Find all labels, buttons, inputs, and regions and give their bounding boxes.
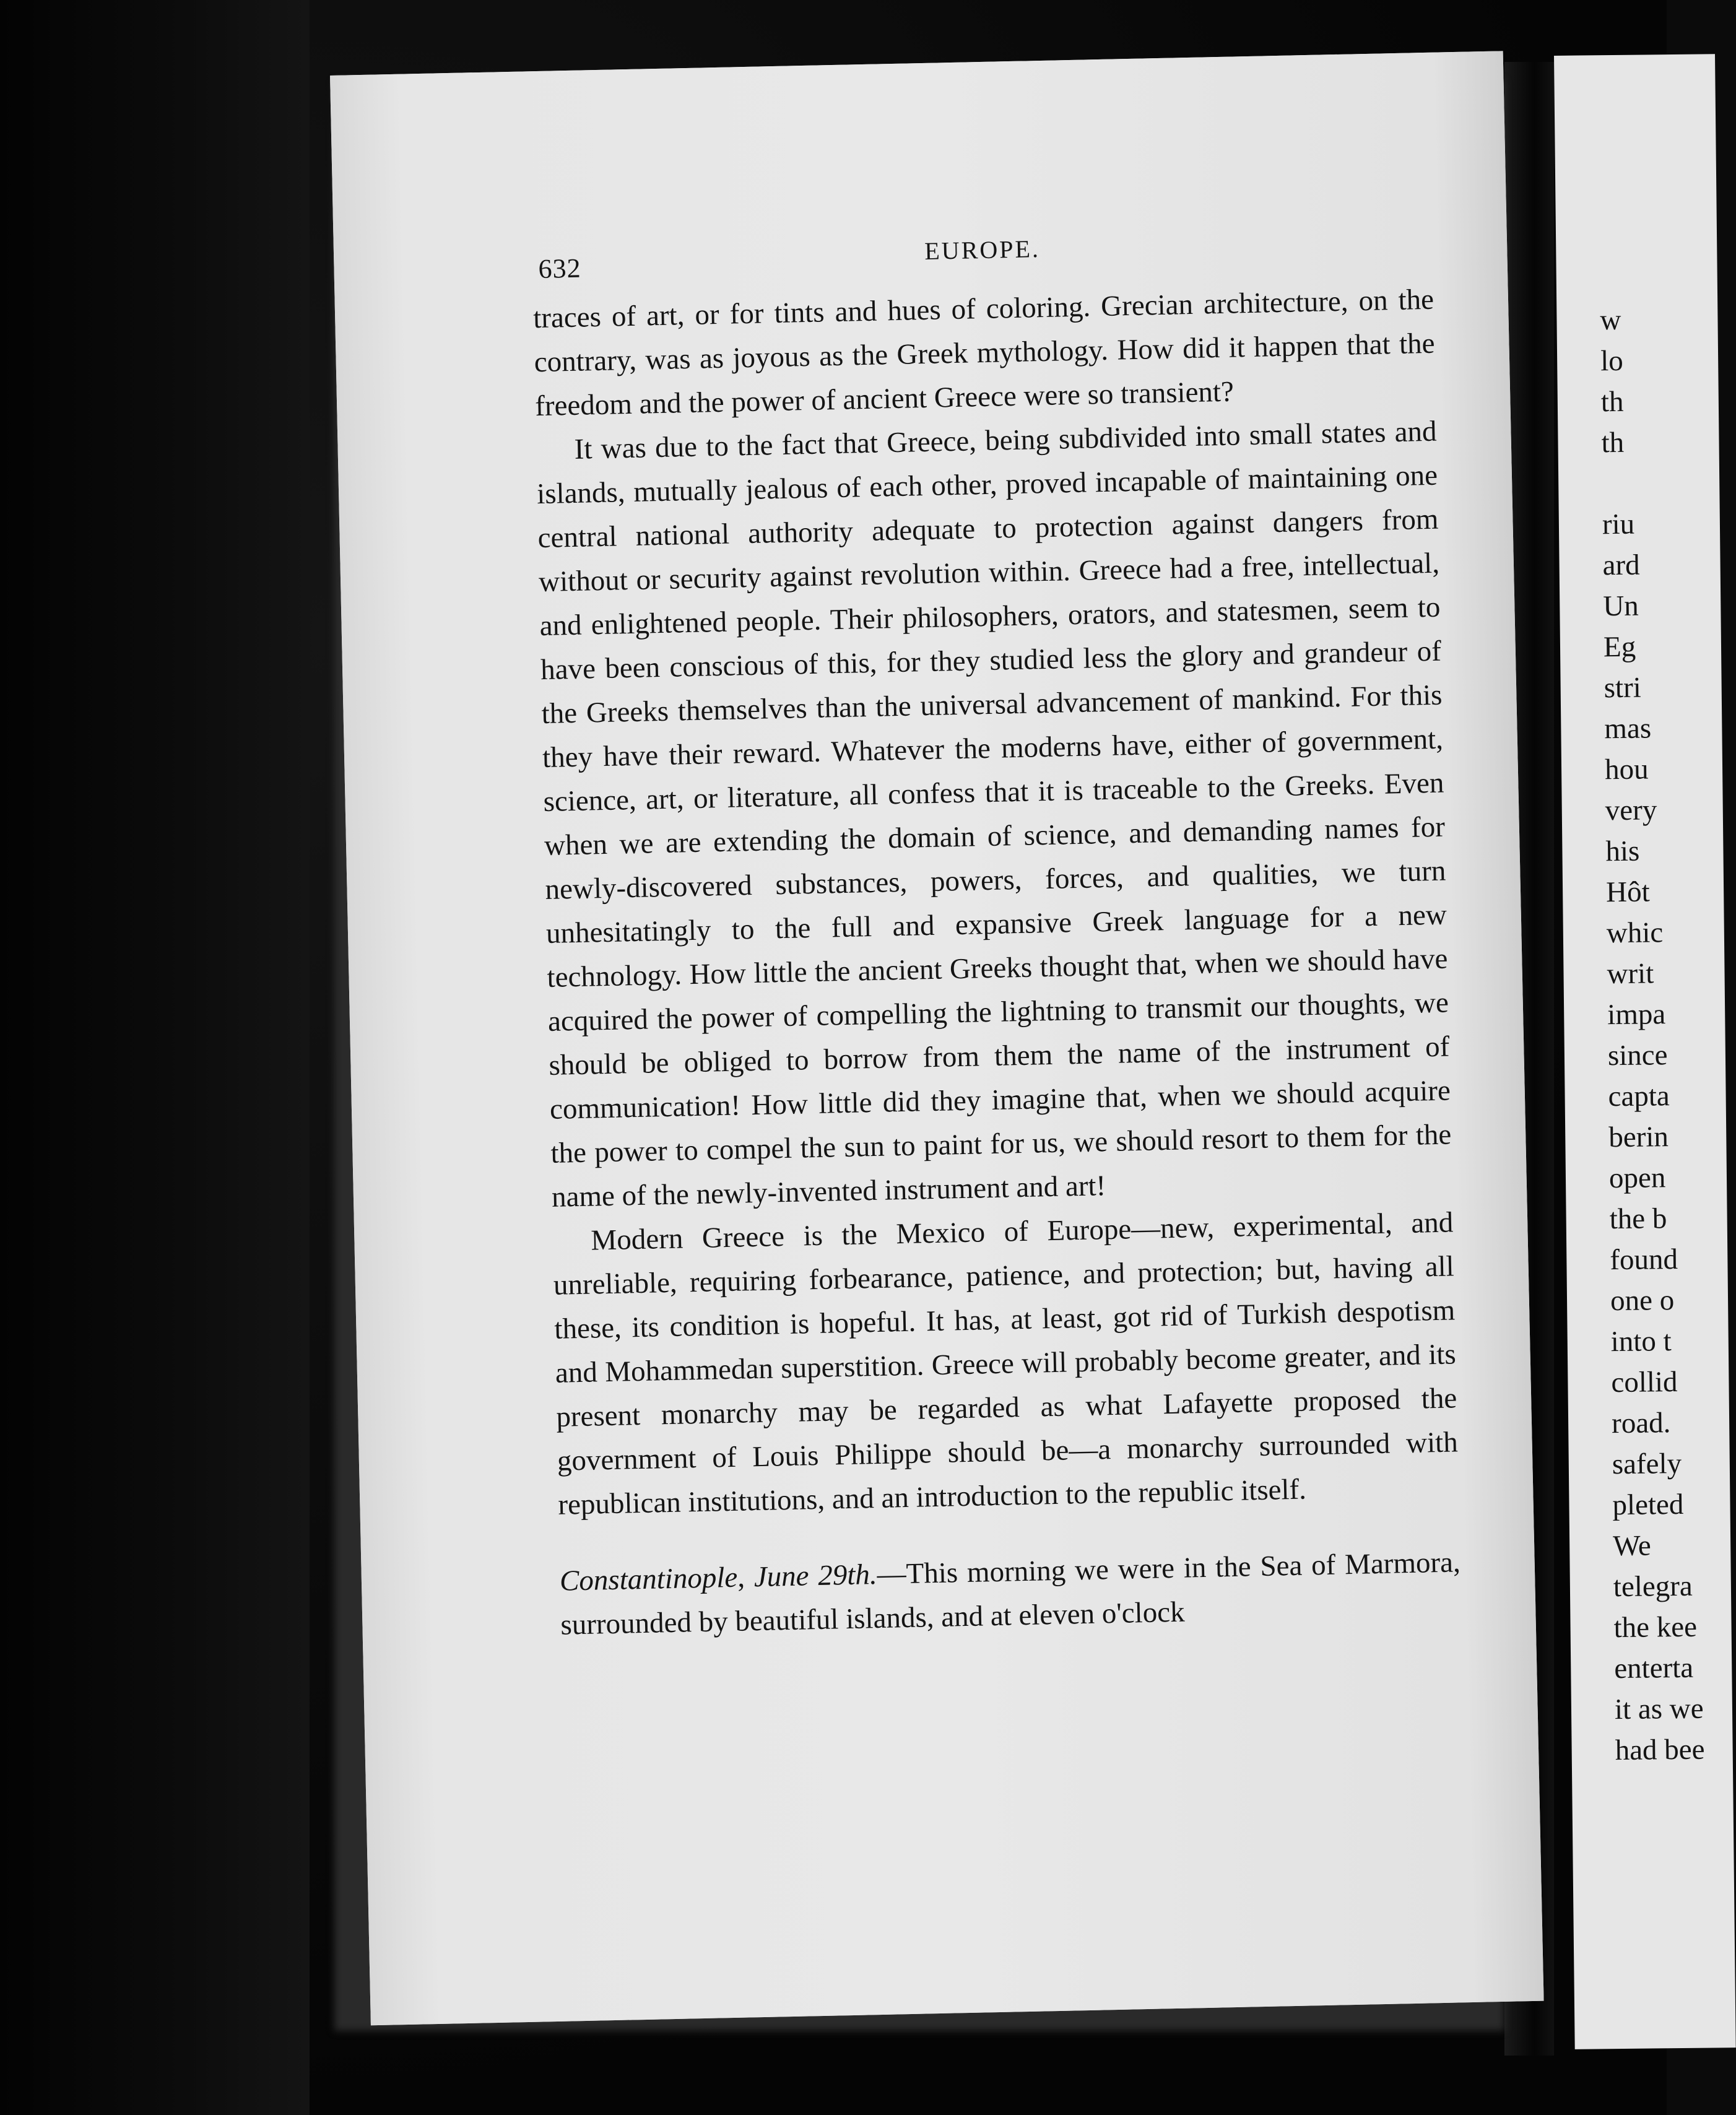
facing-page-line: capta	[1608, 1080, 1670, 1113]
facing-page-line: found	[1610, 1243, 1678, 1277]
facing-page-line	[1602, 463, 1692, 505]
facing-page-line: it as we	[1614, 1692, 1704, 1726]
facing-page-line: Un	[1603, 589, 1639, 623]
facing-page-line: telegra	[1613, 1570, 1693, 1604]
facing-page-line: lo	[1600, 344, 1624, 378]
paragraph: Modern Greece is the Mexico of Europe—new, experimental, and unreliable, requiring forbearance, patience, and protection; but, having all these, its condition is hopeful. It has, at least, got rid of Turkish despotism and Mohammedan superstition. Greece will probably become greater, and its present monarchy may be regarded as what Lafayette proposed the government of Louis Philippe should be—a monarchy surrounded with republican institutions, and an introduction to the republic itself.	[553, 1206, 1459, 1521]
facing-page-line: riu	[1602, 508, 1635, 541]
dateline-separator: ,	[737, 1561, 755, 1594]
facing-page-line: open	[1608, 1162, 1666, 1195]
facing-page-line: the kee	[1613, 1610, 1698, 1644]
dateline-date: June 29th.	[753, 1558, 878, 1594]
facing-page-line: whic	[1606, 916, 1664, 950]
body-text	[533, 278, 1462, 1648]
facing-page-line: hou	[1604, 753, 1649, 786]
facing-page-line: Eg	[1603, 630, 1636, 664]
page-content	[532, 226, 1462, 1648]
running-title: EUROPE.	[924, 235, 1041, 265]
facing-page-line: th	[1600, 385, 1624, 419]
facing-page-text	[1600, 299, 1705, 1771]
facing-page-line: w	[1600, 303, 1621, 337]
facing-page-line: mas	[1604, 712, 1652, 745]
facing-page-line: the b	[1609, 1202, 1667, 1236]
facing-page-line: had bee	[1615, 1733, 1705, 1767]
facing-page-line: impa	[1607, 998, 1666, 1031]
facing-page-line: his	[1605, 835, 1640, 868]
paragraph-continued: traces of art, or for tints and hues of coloring. Grecian architecture, on the contrary, was as joyous as the Greek mythology. How did it happen that the freedom and the power of ancient Greece were so transient?	[532, 283, 1435, 423]
facing-page-line: since	[1607, 1039, 1668, 1072]
paragraph: It was due to the fact that Greece, being subdivided into small states and islands, mutually jealous of each other, proved incapable of maintaining one central national authority adequate to protection against dangers from without or security against revolution within. Greece had a free, intellectual, and enlightened people. Their philosophers, orators, and statesmen, seem to have been conscious of this, for they studied less the glory and grandeur of the Greeks themselves than the universal advancement of mankind. For this they have their reward. Whatever the moderns have, either of government, science, art, or literature, all confess that it is traceable to the Greeks. Even when we are extending the domain of science, and demanding names for newly-discovered substances, powers, forces, and qualities, we turn unhesitatingly to the full and expansive Greek language for a new technology. How little the ancient Greeks thought that, when we should have acquired the power of compelling the lightning to transmit our thoughts, we should be obliged to borrow from them the name of the instrument of communication! How little did they imagine that, when we should acquire the power to compel the sun to paint for us, we should resort to them for the name of the newly-invented instrument and art!	[536, 415, 1452, 1214]
facing-page-line: ard	[1602, 549, 1640, 582]
facing-page-line: collid	[1611, 1366, 1678, 1399]
facing-page-line: into t	[1610, 1325, 1672, 1358]
facing-page-line: pleted	[1612, 1488, 1684, 1522]
facing-page-line: safely	[1612, 1447, 1682, 1481]
facing-page-line: berin	[1608, 1121, 1669, 1154]
scan-left-margin	[0, 0, 310, 2115]
facing-page-line: writ	[1607, 957, 1654, 991]
facing-page-line: th	[1601, 426, 1625, 459]
dateline-paragraph	[559, 1540, 1462, 1647]
dateline-place: Constantinople	[559, 1561, 738, 1597]
facing-page-line: road.	[1611, 1407, 1671, 1440]
facing-page-line: We	[1612, 1529, 1651, 1563]
facing-page-line: stri	[1604, 671, 1642, 705]
facing-page-line: Hôt	[1605, 875, 1650, 909]
facing-page	[1554, 54, 1736, 2049]
running-head	[532, 226, 1433, 288]
facing-page-line: enterta	[1614, 1651, 1694, 1685]
facing-page-line: one o	[1610, 1284, 1675, 1318]
book-page	[330, 51, 1544, 2025]
facing-page-line: very	[1605, 794, 1657, 827]
dateline-text: —This morning we were in the Sea of Marmora, surrounded by beautiful islands, and at eleven o'clock	[560, 1546, 1461, 1641]
page-number: 632	[538, 253, 582, 285]
